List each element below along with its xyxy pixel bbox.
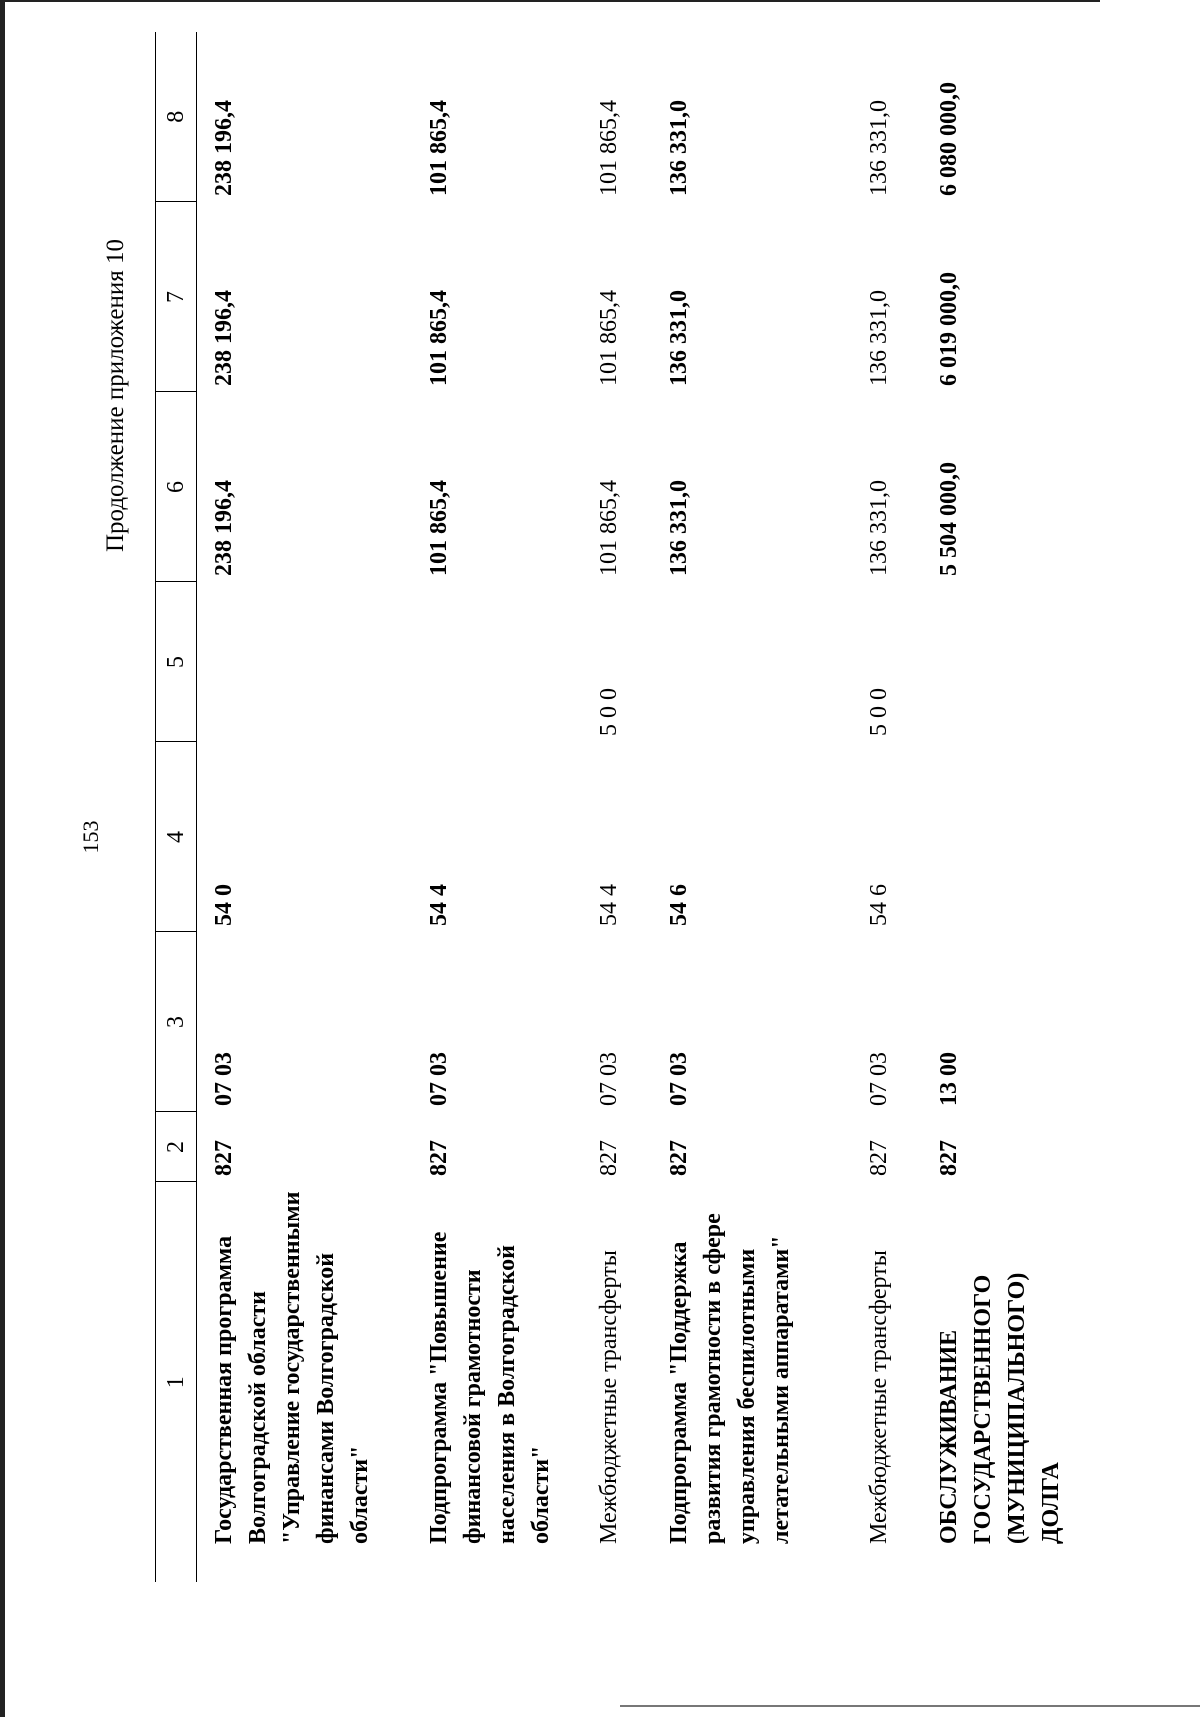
ministry-code-cell: 827 (866, 1140, 892, 1176)
row-name-cell: Межбюджетные трансферты (866, 1250, 892, 1544)
budget-table-wrapper (155, 32, 1068, 1582)
table-row (652, 32, 852, 1582)
amount-cell-8: 136 331,0 (866, 100, 892, 196)
ministry-code-cell: 827 (211, 1140, 237, 1176)
expense-type-cell (922, 582, 1068, 742)
amount-cell-8: 238 196,4 (211, 100, 237, 196)
amount-cell-8: 101 865,4 (596, 100, 622, 196)
section-code-cell: 13 00 (936, 1052, 962, 1106)
amount-cell-6: 136 331,0 (866, 480, 892, 576)
ministry-code-cell: 827 (426, 1140, 452, 1176)
amount-cell-6: 5 504 000,0 (936, 462, 962, 576)
section-code-cell: 07 03 (426, 1052, 452, 1106)
program-code-cell: 54 6 (866, 884, 892, 926)
amount-cell-7: 6 019 000,0 (936, 272, 962, 386)
row-name-cell: Подпрограмма "Повышение финансовой грамотности населения в Волгоградской области" (426, 1231, 554, 1544)
column-header-8: 8 (156, 32, 197, 202)
appendix-note: Продолжение приложения 10 (102, 238, 129, 552)
section-code-cell: 07 03 (211, 1052, 237, 1106)
table-row (852, 32, 922, 1582)
amount-cell-8: 6 080 000,0 (936, 82, 962, 196)
expense-type-cell: 5 0 0 (596, 688, 622, 736)
ministry-code-cell: 827 (936, 1140, 962, 1176)
row-name-cell: ОБСЛУЖИВАНИЕ ГОСУДАРСТВЕННОГО (МУНИЦИПАЛЬНОГО) ДОЛГА (936, 1272, 1064, 1544)
row-name-cell: Межбюджетные трансферты (596, 1250, 622, 1544)
amount-cell-7: 136 331,0 (666, 290, 692, 386)
program-code-cell: 54 4 (596, 884, 622, 926)
column-header-7: 7 (156, 202, 197, 392)
amount-cell-6: 101 865,4 (426, 480, 452, 576)
expense-type-cell (652, 582, 852, 742)
program-code-cell: 54 4 (426, 884, 452, 926)
amount-cell-6: 101 865,4 (596, 480, 622, 576)
column-header-4: 4 (156, 742, 197, 932)
amount-cell-7: 101 865,4 (426, 290, 452, 386)
expense-type-cell (197, 582, 413, 742)
column-header-2: 2 (156, 1112, 197, 1182)
column-header-6: 6 (156, 392, 197, 582)
table-row (197, 32, 413, 1582)
ministry-code-cell: 827 (666, 1140, 692, 1176)
section-code-cell: 07 03 (666, 1052, 692, 1106)
column-header-3: 3 (156, 932, 197, 1112)
row-name-cell: Подпрограмма "Поддержка развития грамотности в сфере управления беспилотными летательными аппаратами" (666, 1213, 794, 1544)
amount-cell-6: 238 196,4 (211, 480, 237, 576)
table-row (922, 32, 1068, 1582)
column-header-1: 1 (156, 1182, 197, 1582)
amount-cell-7: 238 196,4 (211, 290, 237, 386)
header-row (156, 32, 197, 1582)
table-row (412, 32, 582, 1582)
program-code-cell: 54 0 (211, 884, 237, 926)
ministry-code-cell: 827 (596, 1140, 622, 1176)
expense-type-cell: 5 0 0 (866, 688, 892, 736)
amount-cell-8: 136 331,0 (666, 100, 692, 196)
amount-cell-8: 101 865,4 (426, 100, 452, 196)
amount-cell-7: 101 865,4 (596, 290, 622, 386)
amount-cell-6: 136 331,0 (666, 480, 692, 576)
row-name-cell: Государственная программа Волгоградской области "Управление государственными финансами Волгоградской области" (211, 1191, 373, 1544)
program-code-cell: 54 6 (666, 884, 692, 926)
amount-cell-7: 136 331,0 (866, 290, 892, 386)
page-number: 153 (78, 820, 103, 854)
section-code-cell: 07 03 (866, 1052, 892, 1106)
expense-type-cell (412, 582, 582, 742)
section-code-cell: 07 03 (596, 1052, 622, 1106)
column-header-5: 5 (156, 582, 197, 742)
program-code-cell (922, 742, 1068, 932)
budget-table (155, 32, 1068, 1582)
table-row (582, 32, 652, 1582)
